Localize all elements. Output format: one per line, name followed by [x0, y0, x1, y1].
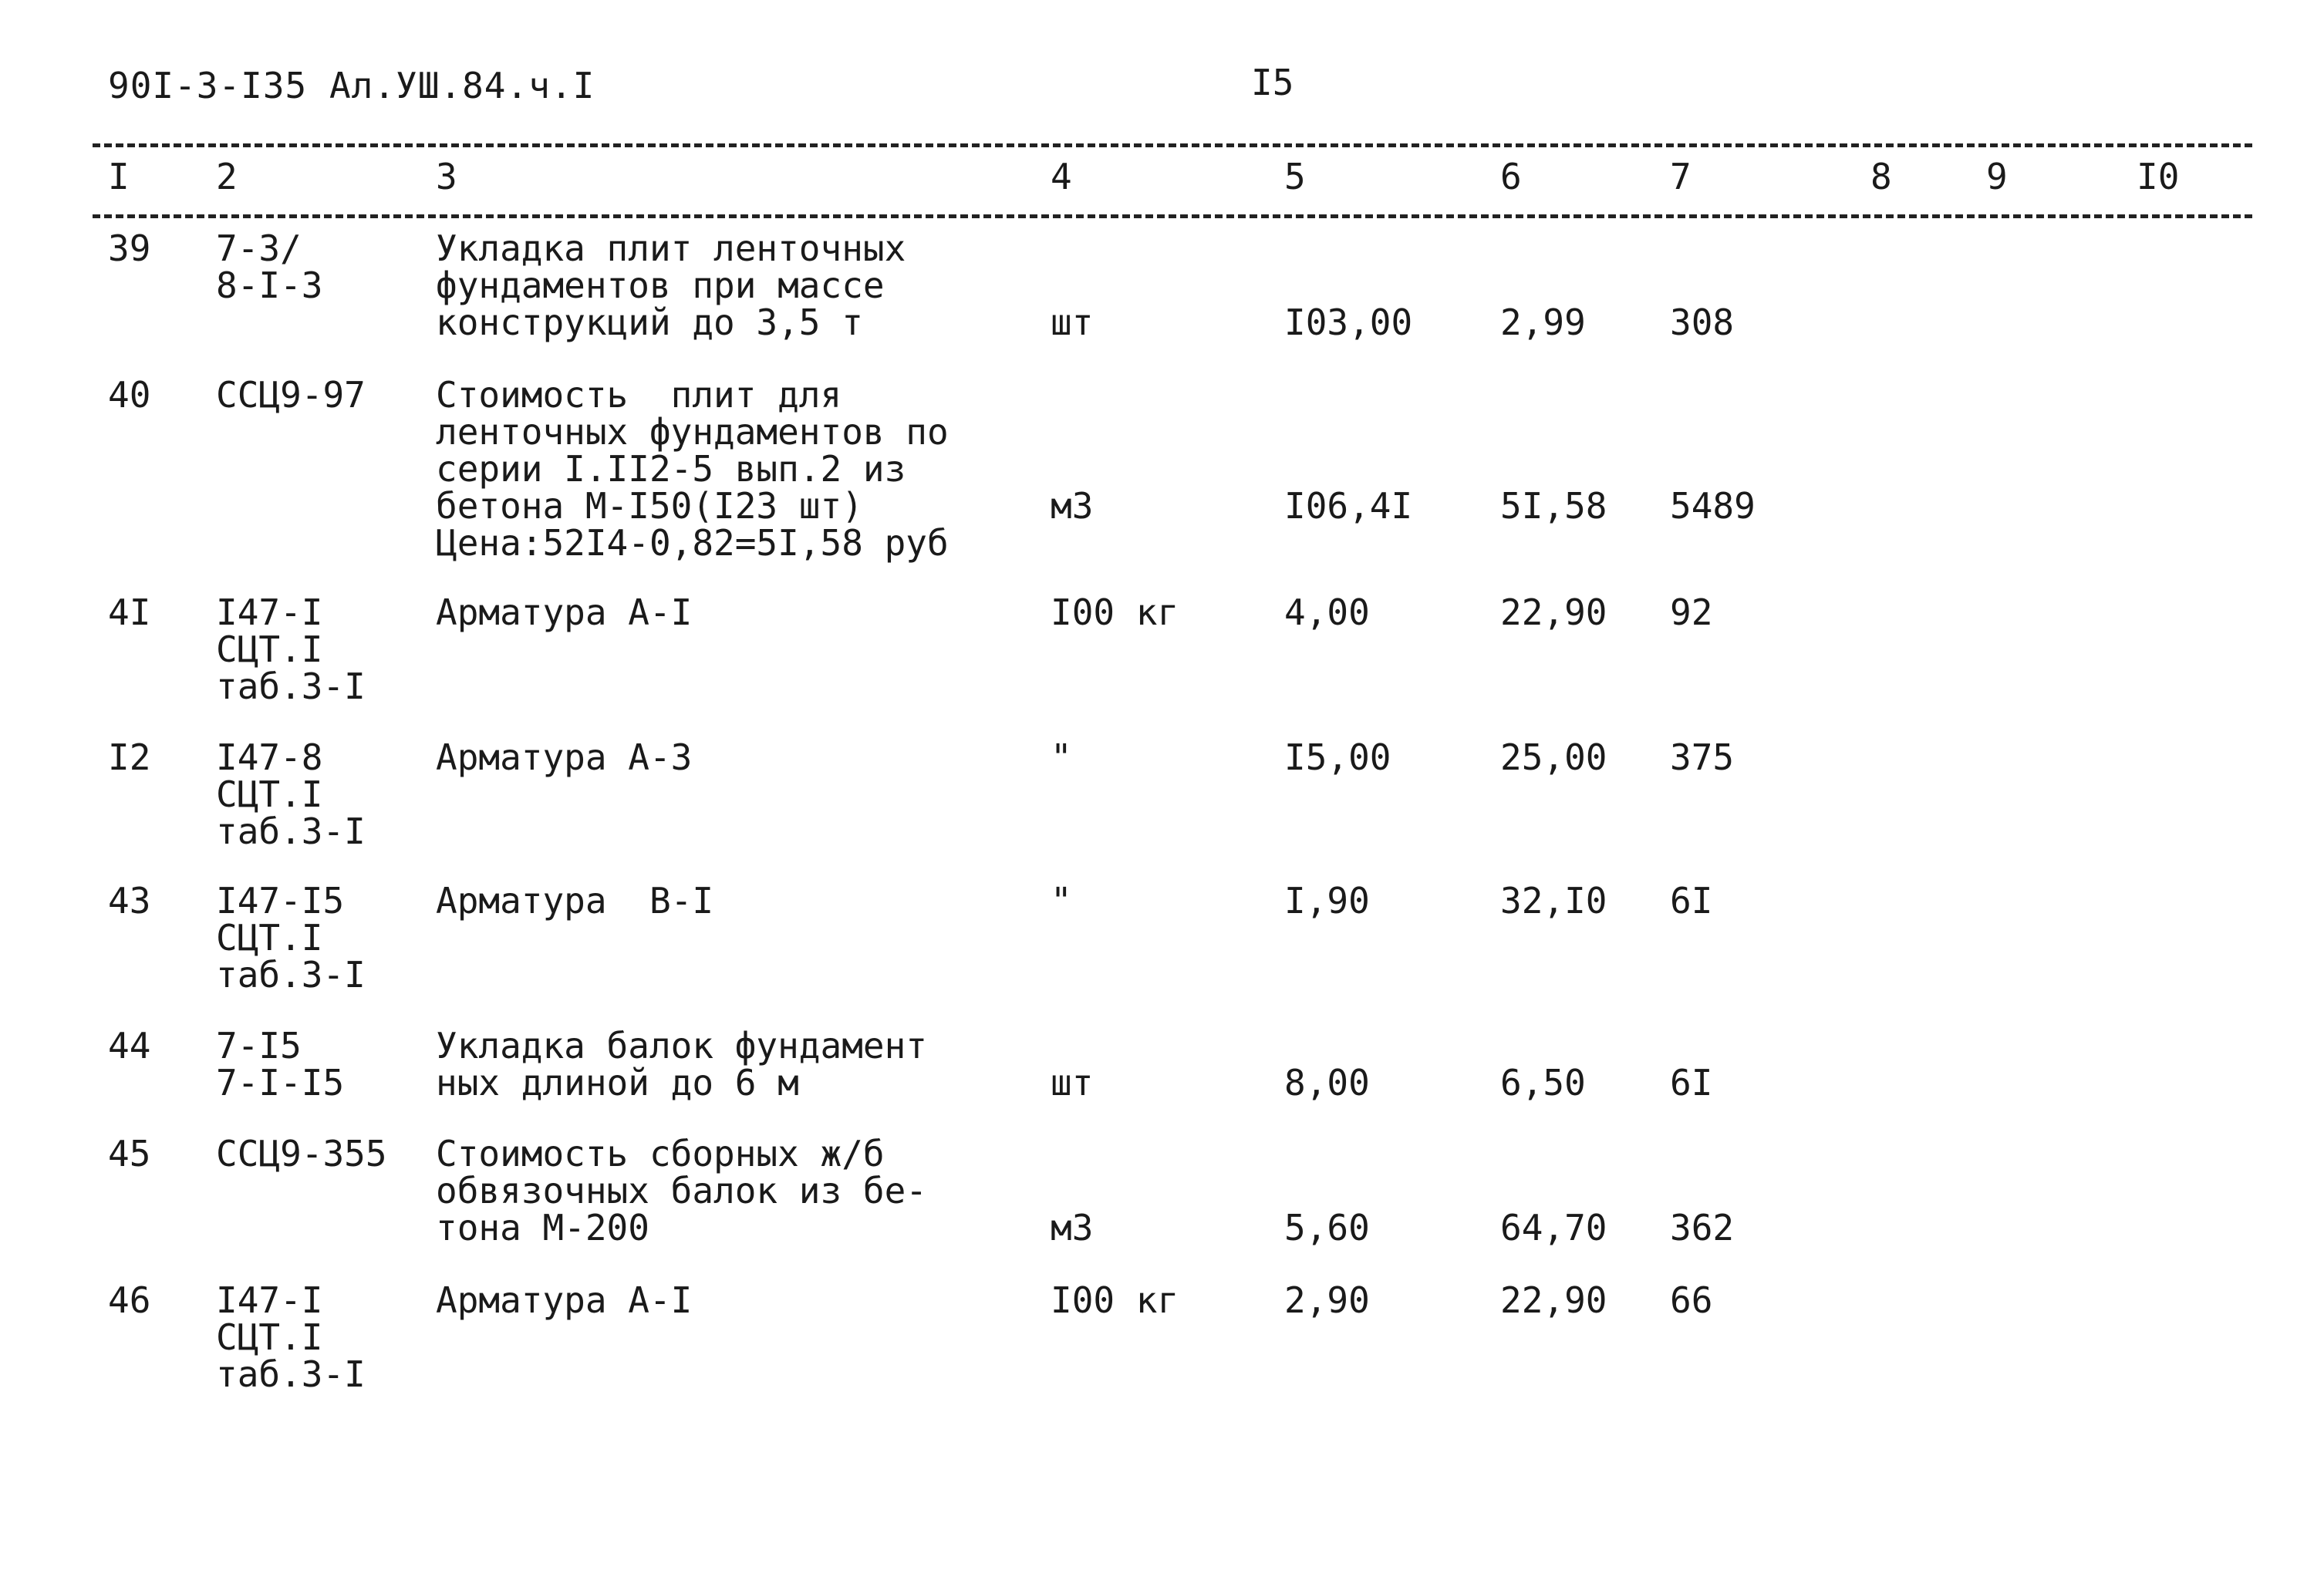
unit-price: 2,99	[1500, 302, 1586, 343]
unit: м3	[1051, 485, 1094, 527]
page-number: I5	[1251, 62, 1294, 103]
work-description: Арматура В-I	[436, 880, 714, 922]
row-number: 40	[108, 374, 151, 416]
column-header: I	[108, 156, 130, 197]
total-cost: 308	[1670, 302, 1735, 343]
document-code: 90I-3-I35 Ал.УШ.84.ч.I	[108, 65, 595, 106]
row-number: 45	[108, 1133, 151, 1174]
header-divider-top	[93, 143, 2252, 147]
quantity: 2,90	[1284, 1279, 1370, 1321]
column-header: I0	[2137, 156, 2180, 197]
column-header: 5	[1284, 156, 1306, 197]
row-number: 46	[108, 1279, 151, 1321]
unit-price: 22,90	[1500, 1279, 1607, 1321]
column-header: 2	[216, 156, 238, 197]
unit: "	[1051, 736, 1072, 778]
rate-code: I47-I5 СЦТ.I таб.3-I	[216, 880, 366, 996]
unit-price: 5I,58	[1500, 485, 1607, 527]
work-description: Укладка балок фундамент ных длиной до 6 м	[436, 1025, 927, 1104]
rate-code: ССЦ9-355	[216, 1133, 387, 1174]
work-description: Арматура А-3	[436, 736, 693, 778]
rate-code: I47-8 СЦТ.I таб.3-I	[216, 736, 366, 852]
quantity: 8,00	[1284, 1062, 1370, 1104]
quantity: I03,00	[1284, 302, 1413, 343]
total-cost: 362	[1670, 1207, 1735, 1249]
rate-code: 7-3/ 8-I-3	[216, 227, 323, 306]
unit: шт	[1051, 302, 1094, 343]
work-description: Арматура А-I	[436, 591, 693, 633]
rate-code: I47-I СЦТ.I таб.3-I	[216, 1279, 366, 1395]
total-cost: 5489	[1670, 485, 1756, 527]
quantity: 5,60	[1284, 1207, 1370, 1249]
work-description: Арматура А-I	[436, 1279, 693, 1321]
unit-price: 64,70	[1500, 1207, 1607, 1249]
row-number: 4I	[108, 591, 151, 633]
row-number: 44	[108, 1025, 151, 1067]
column-header: 8	[1870, 156, 1892, 197]
column-header: 6	[1500, 156, 1522, 197]
row-number: I2	[108, 736, 151, 778]
rate-code: ССЦ9-97	[216, 374, 366, 416]
work-description: Укладка плит ленточных фундаментов при массе конструкций до 3,5 т	[436, 227, 906, 343]
unit-price: 32,I0	[1500, 880, 1607, 922]
work-description: Стоимость сборных ж/б обвязочных балок из бе- тона М-200	[436, 1133, 927, 1249]
unit: I00 кг	[1051, 591, 1179, 633]
total-cost: 6I	[1670, 1062, 1713, 1104]
unit: м3	[1051, 1207, 1094, 1249]
work-description: Стоимость плит для ленточных фундаментов по серии I.II2-5 вып.2 из бетона М-I50(I23 шт) Цена:52I4-0,82=5I,58 руб	[436, 374, 949, 564]
unit: шт	[1051, 1062, 1094, 1104]
quantity: I5,00	[1284, 736, 1391, 778]
unit: I00 кг	[1051, 1279, 1179, 1321]
unit-price: 6,50	[1500, 1062, 1586, 1104]
rate-code: I47-I СЦТ.I таб.3-I	[216, 591, 366, 707]
quantity: I06,4I	[1284, 485, 1413, 527]
quantity: I,90	[1284, 880, 1370, 922]
total-cost: 375	[1670, 736, 1735, 778]
unit: "	[1051, 880, 1072, 922]
column-header: 3	[436, 156, 457, 197]
rate-code: 7-I5 7-I-I5	[216, 1025, 345, 1104]
column-header: 9	[1986, 156, 2008, 197]
unit-price: 22,90	[1500, 591, 1607, 633]
total-cost: 92	[1670, 591, 1713, 633]
row-number: 43	[108, 880, 151, 922]
total-cost: 66	[1670, 1279, 1713, 1321]
quantity: 4,00	[1284, 591, 1370, 633]
column-header: 4	[1051, 156, 1072, 197]
total-cost: 6I	[1670, 880, 1713, 922]
column-header: 7	[1670, 156, 1692, 197]
row-number: 39	[108, 227, 151, 269]
unit-price: 25,00	[1500, 736, 1607, 778]
header-divider-bottom	[93, 214, 2252, 218]
